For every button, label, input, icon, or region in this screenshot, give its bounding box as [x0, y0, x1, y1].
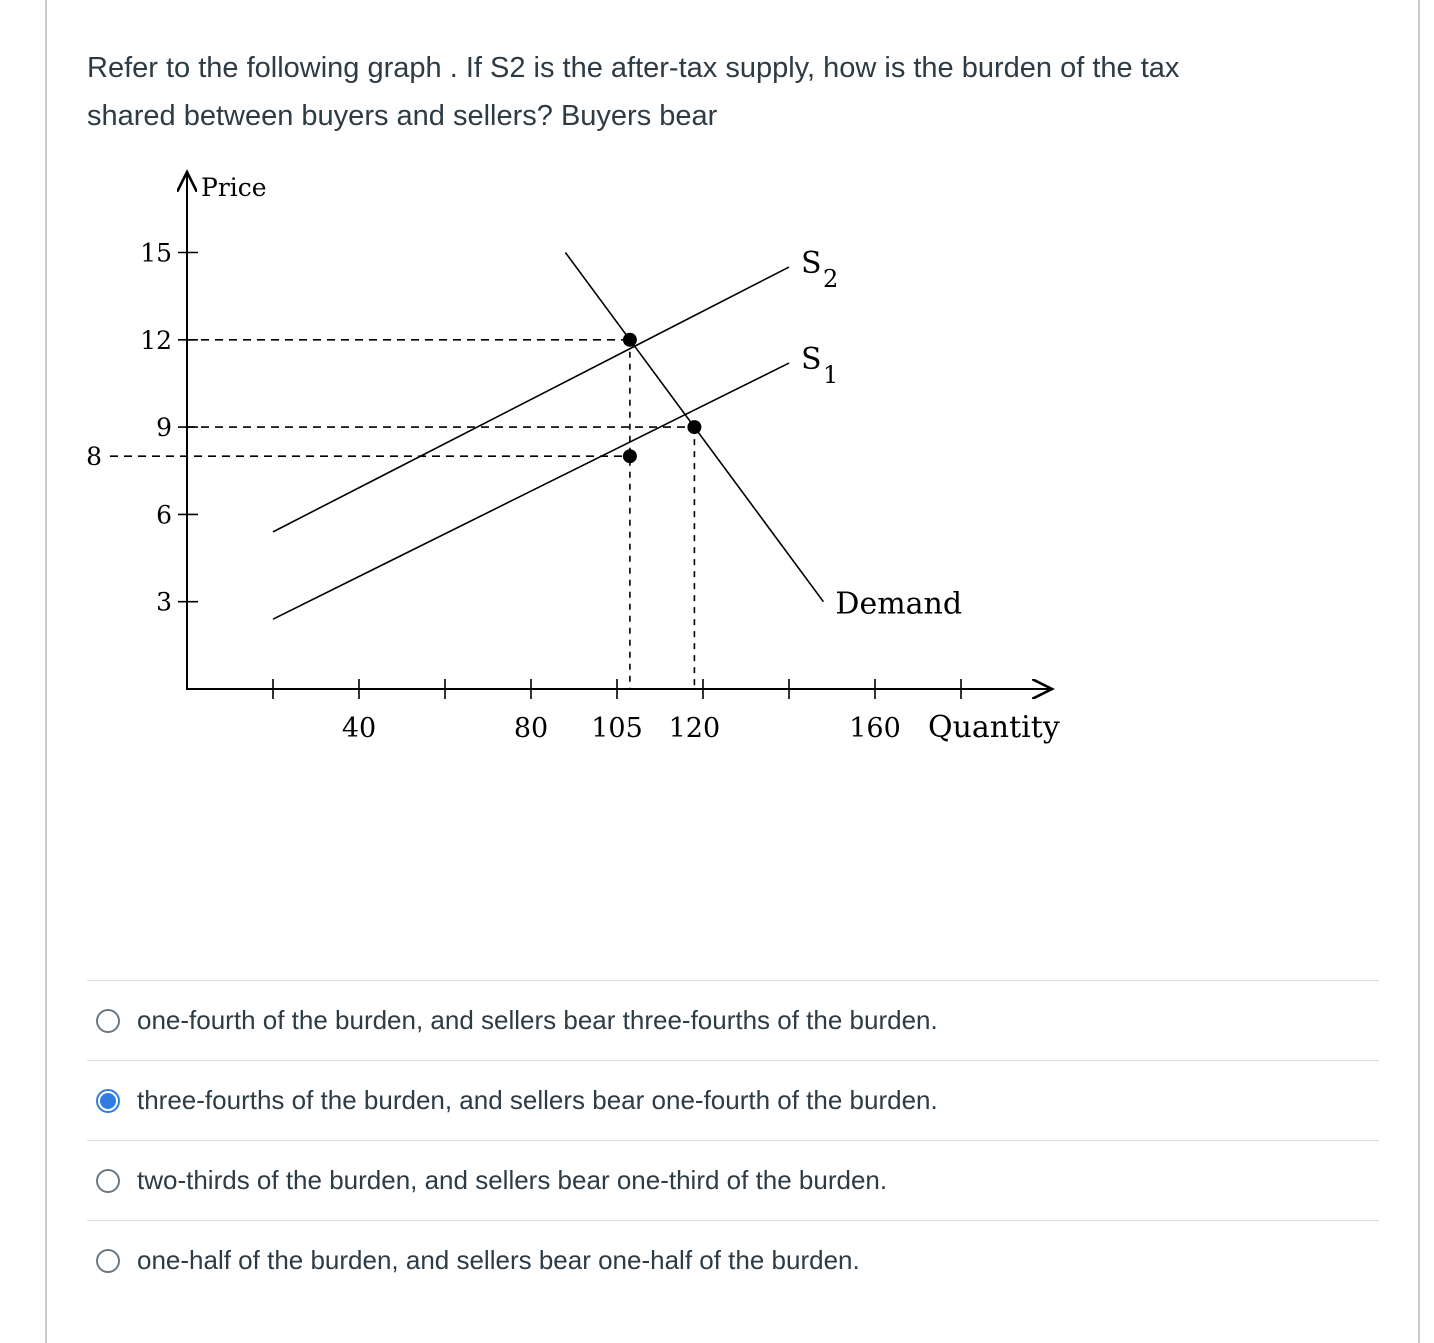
- x-tick-label: 160: [849, 713, 901, 744]
- y-tick-label: 3: [156, 587, 172, 617]
- radio-button[interactable]: [96, 1249, 120, 1273]
- y-tick-label: 15: [140, 238, 172, 268]
- supply-label-2: S: [801, 246, 822, 282]
- x-tick-label: 105: [591, 713, 643, 744]
- answer-option-4-text: one-half of the burden, and sellers bear one-half of the burden.: [137, 1245, 860, 1275]
- question-line-1: Refer to the following graph . If S2 is the after-tax supply, how is the burden of the tax: [87, 52, 1180, 84]
- supply-curve-2: [273, 267, 789, 532]
- y-tick-label: 6: [156, 500, 172, 530]
- x-tick-label: 40: [341, 713, 377, 744]
- supply-label-1: S: [801, 342, 822, 378]
- answer-option-2[interactable]: [87, 1060, 1379, 1140]
- answer-option-3-text: two-thirds of the burden, and sellers bear one-third of the burden.: [137, 1165, 888, 1195]
- answer-option-2-text: three-fourths of the burden, and sellers bear one-fourth of the burden.: [137, 1085, 938, 1115]
- answer-option-4[interactable]: [87, 1220, 1379, 1300]
- supply-label-subscript-2: 2: [823, 265, 839, 294]
- answer-option-3[interactable]: [87, 1140, 1379, 1220]
- demand-label: Demand: [835, 586, 963, 622]
- y-axis-label: Price: [201, 173, 267, 202]
- radio-button[interactable]: [96, 1009, 120, 1033]
- question-text: [87, 44, 1347, 140]
- x-tick-label: 120: [668, 713, 721, 744]
- equilibrium-point: [687, 420, 701, 434]
- answer-list: [87, 980, 1379, 1300]
- radio-button[interactable]: [96, 1169, 120, 1193]
- x-axis-label: Quantity: [928, 710, 1060, 745]
- supply-label-subscript-1: 1: [823, 361, 839, 390]
- x-tick-label: 80: [513, 713, 549, 744]
- equilibrium-point: [623, 333, 637, 347]
- y-tick-label: 12: [140, 325, 172, 355]
- supply-curve-1: [273, 363, 789, 619]
- question-line-2: shared between buyers and sellers? Buyers bear: [87, 100, 718, 132]
- y-tick-label: 9: [156, 413, 172, 443]
- answer-option-1-text: one-fourth of the burden, and sellers bear three-fourths of the burden.: [137, 1005, 938, 1035]
- answer-option-1[interactable]: [87, 980, 1379, 1060]
- radio-button-selected[interactable]: [96, 1089, 120, 1113]
- supply-demand-graph: [80, 160, 1080, 750]
- equilibrium-point: [623, 449, 637, 463]
- y-extra-label: 8: [86, 442, 102, 472]
